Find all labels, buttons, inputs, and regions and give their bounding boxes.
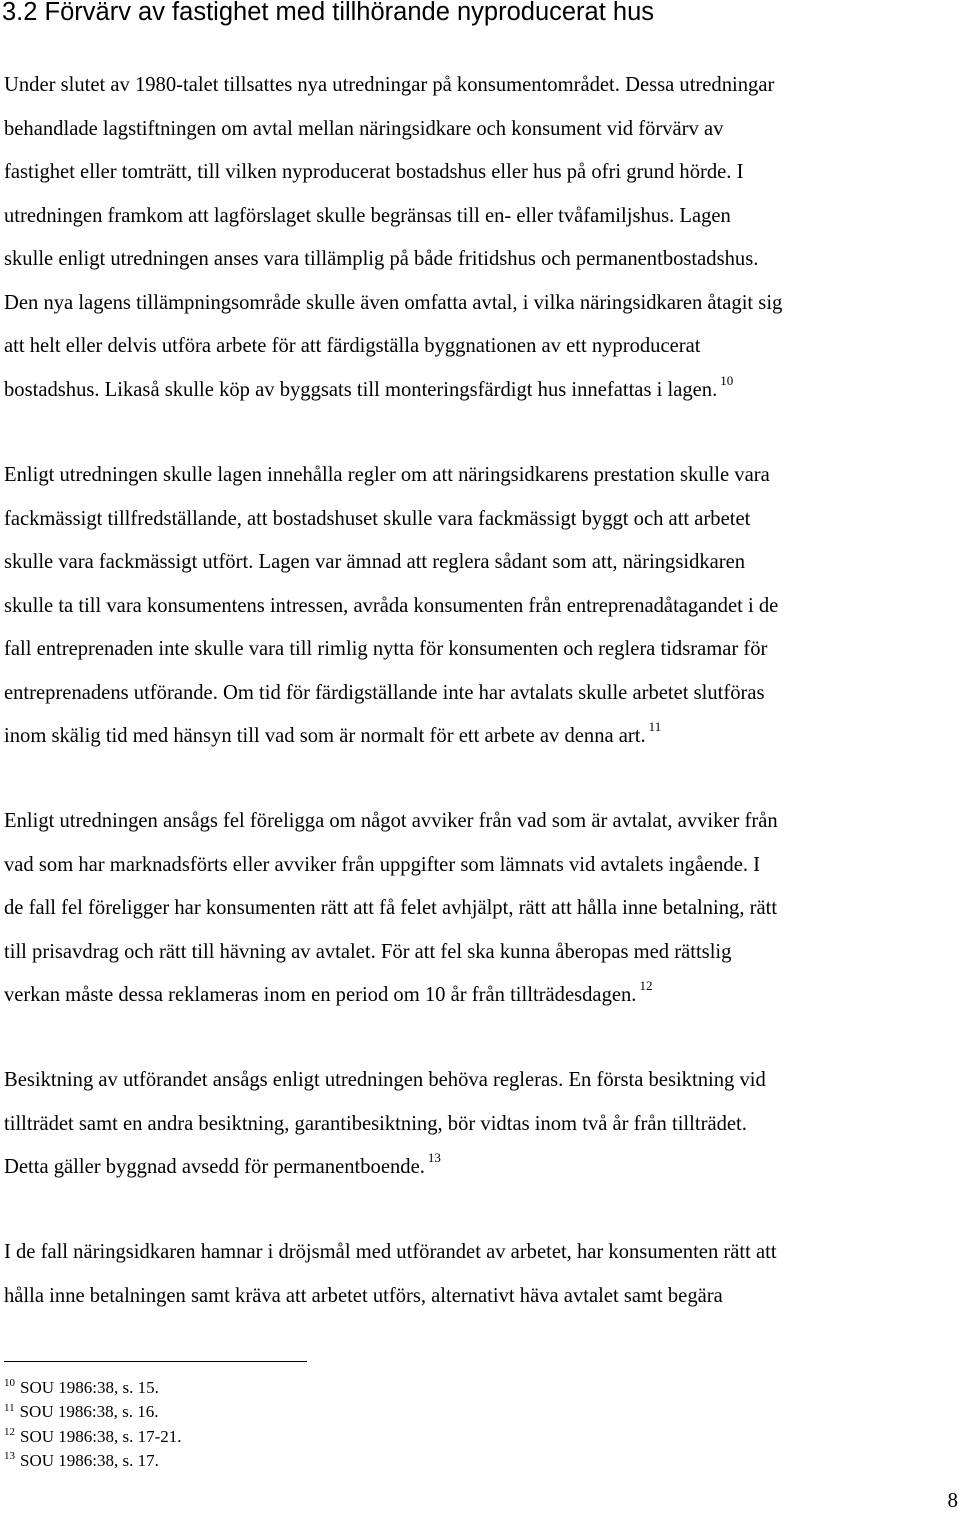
section-heading: 3.2 Förvärv av fastighet med tillhörande nyproducerat hus — [2, 0, 655, 26]
page-number: 8 — [947, 1488, 958, 1512]
footnote-text: SOU 1986:38, s. 17-21. — [20, 1426, 182, 1446]
text-line-last — [4, 974, 960, 1018]
text-line: I de fall näringsidkaren hamnar i dröjsmål med utförandet av arbetet, har konsumenten rätt att — [4, 1241, 777, 1263]
footnote-number: 11 — [4, 1401, 15, 1414]
text-line: Enligt utredningen skulle lagen innehålla regler om att näringsidkarens prestation skulle vara — [4, 464, 770, 486]
footnote-item — [4, 1400, 182, 1424]
footnote-item — [4, 1376, 182, 1400]
text-line: fackmässigt tillfredställande, att bostadshuset skulle vara fackmässigt byggt och att arbetet — [4, 507, 751, 530]
text-line: behandlade lagstiftningen om avtal mellan näringsidkare och konsument vid förvärv av — [4, 117, 724, 140]
text-line: hålla inne betalningen samt kräva att arbetet utförs, alternativt häva avtalet samt begära — [4, 1284, 723, 1307]
footnote-number: 10 — [4, 1377, 15, 1390]
footnote-item — [4, 1425, 182, 1449]
text-line: skulle enligt utredningen anses vara tillämplig på både fritidshus och permanentbostadshus. — [4, 248, 759, 270]
text-line: tillträdet samt en andra besiktning, garantibesiktning, bör vidtas inom två år från tillträdet. — [4, 1112, 747, 1135]
text-line: Enligt utredningen ansågs fel föreligga om något avviker från vad som är avtalat, avviker från — [4, 810, 778, 832]
text-line: entreprenadens utförande. Om tid för färdigställande inte har avtalats skulle arbetet slutföras — [4, 681, 765, 704]
text-line: utredningen framkom att lagförslaget skulle begränsas till en- eller tvåfamiljshus. Lagen — [4, 204, 731, 227]
text-line: till prisavdrag och rätt till hävning av avtalet. För att fel ska kunna åberopas med rättslig — [4, 940, 732, 963]
text-line: att helt eller delvis utföra arbete för att färdigställa byggnationen av ett nyproducerat — [4, 335, 701, 357]
footnote-number: 12 — [4, 1425, 15, 1438]
text-line: Detta gäller byggnad avsedd för permanentboende. — [4, 1156, 425, 1178]
text-line: bostadshus. Likaså skulle köp av byggsats till monteringsfärdigt hus innefattas i lagen. — [4, 378, 718, 401]
paragraph — [4, 800, 960, 1018]
text-line: Den nya lagens tillämpningsområde skulle även omfatta avtal, i vilka näringsidkaren åtagit sig — [4, 291, 783, 314]
footnote-list — [4, 1376, 182, 1473]
text-line: inom skälig tid med hänsyn till vad som är normalt för ett arbete av denna art. — [4, 725, 646, 747]
text-line: verkan måste dessa reklameras inom en period om 10 år från tillträdesdagen. — [4, 984, 637, 1006]
text-line-last — [4, 715, 960, 759]
footnote-number: 13 — [4, 1450, 15, 1463]
paragraph — [4, 454, 960, 759]
text-line: skulle ta till vara konsumentens intressen, avråda konsumenten från entreprenadåtagandet i de — [4, 594, 779, 617]
footnote-reference[interactable]: 13 — [427, 1150, 441, 1166]
text-line: skulle vara fackmässigt utfört. Lagen var ämnad att reglera sådant som att, näringsidkaren — [4, 551, 746, 573]
paragraph — [4, 64, 960, 412]
footnote-separator — [4, 1361, 307, 1362]
text-line: fastighet eller tomträtt, till vilken nyproducerat bostadshus eller hus på ofri grund hörde. I — [4, 161, 744, 183]
footnote-text: SOU 1986:38, s. 16. — [19, 1402, 159, 1422]
footnote-reference[interactable]: 11 — [648, 719, 662, 735]
text-line: Under slutet av 1980-talet tillsattes nya utredningar på konsumentområdet. Dessa utredningar — [4, 74, 775, 96]
text-line: de fall fel föreligger har konsumenten rätt att få felet avhjälpt, rätt att hålla inne betalning, rätt — [4, 897, 778, 919]
paragraph — [4, 1059, 960, 1190]
text-line: fall entreprenaden inte skulle vara till rimlig nytta för konsumenten och reglera tidsramar för — [4, 638, 768, 660]
text-line: Besiktning av utförandet ansågs enligt utredningen behöva regleras. En första besiktning vid — [4, 1069, 766, 1091]
footnote-text: SOU 1986:38, s. 17. — [20, 1450, 159, 1470]
text-line-last — [4, 369, 960, 413]
footnote-text: SOU 1986:38, s. 15. — [20, 1378, 159, 1397]
text-line-last — [4, 1146, 960, 1190]
text-line: vad som har marknadsförts eller avviker från uppgifter som lämnats vid avtalets ingående. I — [4, 853, 761, 876]
footnote-reference[interactable]: 12 — [639, 978, 653, 994]
footnote-item — [4, 1449, 182, 1473]
paragraph — [4, 1231, 960, 1318]
footnote-reference[interactable]: 10 — [720, 372, 734, 388]
